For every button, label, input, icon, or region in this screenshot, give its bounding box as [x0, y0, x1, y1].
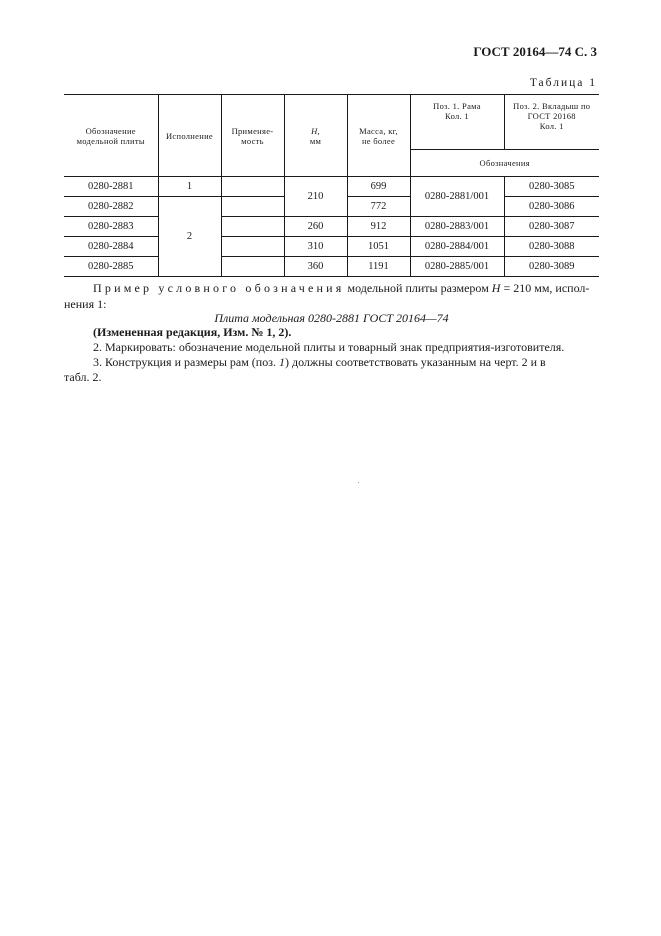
cell-pos2: 0280-3085 — [504, 177, 599, 197]
cell-mass: 699 — [347, 177, 410, 197]
cell-designation: 0280-2881 — [64, 177, 158, 197]
plate-table — [64, 94, 599, 277]
cell-designation: 0280-2882 — [64, 197, 158, 217]
cell-mass: 1191 — [347, 257, 410, 277]
paragraph-item-2: 2. Маркировать: обозначение модельной плиты и товарный знак предприятия-изготовителя. — [93, 340, 565, 354]
cell-h: 210 — [284, 177, 347, 217]
cell-designation: 0280-2884 — [64, 237, 158, 257]
paragraph-item-3-line2: табл. 2. — [64, 370, 102, 384]
cell-pos1: 0280-2883/001 — [410, 217, 504, 237]
cell-version: 1 — [158, 177, 221, 197]
page-header: ГОСТ 20164—74 С. 3 — [473, 44, 597, 59]
cell-pos1: 0280-2885/001 — [410, 257, 504, 277]
cell-pos1: 0280-2884/001 — [410, 237, 504, 257]
cell-pos2: 0280-3088 — [504, 237, 599, 257]
example-line2: нения 1: — [64, 297, 107, 311]
cell-pos1: 0280-2881/001 — [410, 177, 504, 217]
page-speck — [358, 482, 359, 483]
cell-pos2: 0280-3089 — [504, 257, 599, 277]
header-designations: Обозначения — [410, 150, 599, 177]
example-paragraph: Пример условного обозначения модельной плиты размером H = 210 мм, испол- — [93, 281, 590, 295]
cell-pos2: 0280-3086 — [504, 197, 599, 217]
cell-version: 2 — [158, 197, 221, 277]
table-row — [64, 257, 599, 277]
cell-application — [221, 257, 284, 277]
cell-designation: 0280-2885 — [64, 257, 158, 277]
cell-application — [221, 177, 284, 197]
cell-pos2: 0280-3087 — [504, 217, 599, 237]
header-pos2: Поз. 2. Вкладыш по ГОСТ 20168 Кол. 1 — [504, 95, 599, 150]
header-version: Исполнение — [158, 95, 221, 177]
header-designation: Обозначение модельной плиты — [64, 95, 158, 177]
cell-mass: 772 — [347, 197, 410, 217]
table-caption: Таблица 1 — [529, 77, 597, 89]
cell-mass: 912 — [347, 217, 410, 237]
revision-note: (Измененная редакция, Изм. № 1, 2). — [93, 325, 292, 339]
cell-application — [221, 237, 284, 257]
cell-mass: 1051 — [347, 237, 410, 257]
cell-application — [221, 197, 284, 217]
example-designation: Плита модельная 0280-2881 ГОСТ 20164—74 — [214, 311, 449, 325]
cell-h: 260 — [284, 217, 347, 237]
header-mass: Масса, кг, не более — [347, 95, 410, 177]
cell-designation: 0280-2883 — [64, 217, 158, 237]
table-row — [64, 177, 599, 197]
example-prefix: Пример условного обозначения — [93, 281, 345, 295]
table-row — [64, 217, 599, 237]
cell-application — [221, 217, 284, 237]
header-h: H, мм — [284, 95, 347, 177]
header-pos1: Поз. 1. Рама Кол. 1 — [410, 95, 504, 150]
cell-h: 310 — [284, 237, 347, 257]
header-application: Применяе- мость — [221, 95, 284, 177]
paragraph-item-3: 3. Конструкция и размеры рам (поз. 1) должны соответствовать указанным на черт. 2 и в — [93, 355, 546, 369]
cell-h: 360 — [284, 257, 347, 277]
table-row — [64, 237, 599, 257]
